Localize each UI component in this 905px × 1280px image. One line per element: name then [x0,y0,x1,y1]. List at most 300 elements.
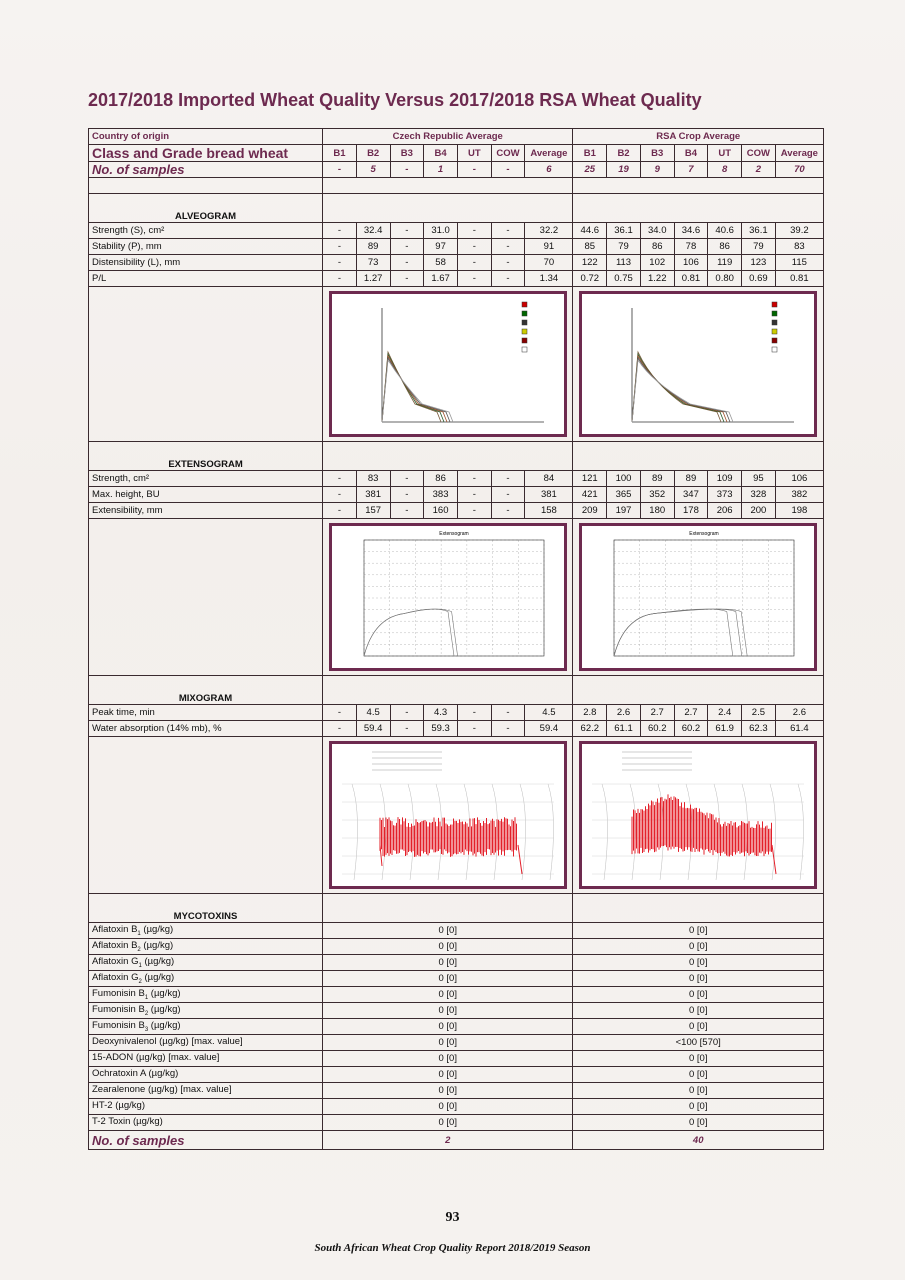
rsa-value-cell: 36.1 [742,223,776,239]
rsa-value-cell: 382 [775,487,823,503]
mycotoxin-name: Aflatoxin G [92,972,139,984]
rsa-value-cell: 209 [573,503,607,519]
mycotoxin-label [89,987,323,1003]
rsa-mycotoxin-value: 0 [0] [573,923,824,939]
mycotoxin-samples-label: No. of samples [89,1131,323,1150]
czech-value-cell: - [491,721,525,737]
mycotoxin-name: Fumonisin B [92,1020,145,1032]
mycotoxin-subscript: 2 [137,946,141,953]
empty-cell [573,894,824,923]
czech-value-cell: - [390,471,424,487]
country-of-origin-label: Country of origin [89,129,323,145]
rsa-samples-cell: 7 [674,162,708,178]
rsa-value-cell: 2.8 [573,705,607,721]
mixogram-grid [798,784,804,880]
czech-value-cell: 1.27 [356,271,390,287]
legend-swatch [522,311,527,316]
rsa-value-cell: 40.6 [708,223,742,239]
rsa-mycotoxin-value: 0 [0] [573,1003,824,1019]
rsa-mixogram-chart [579,741,817,889]
czech-value-cell: 83 [356,471,390,487]
legend-swatch [772,347,777,352]
legend-swatch [522,320,527,325]
rsa-value-cell: 347 [674,487,708,503]
legend-swatch [772,311,777,316]
czech-mycotoxin-value: 0 [0] [323,1115,573,1131]
rsa-value-cell: 100 [607,471,641,487]
page-number: 93 [445,1210,460,1225]
mixogram-grid [602,784,608,880]
rsa-value-cell: 0.69 [742,271,776,287]
rsa-value-cell: 2.7 [674,705,708,721]
czech-value-cell: 158 [525,503,573,519]
rsa-samples-cell: 70 [775,162,823,178]
rsa-extensogram-chart [579,523,817,671]
mycotoxin-name: Deoxynivalenol (µg/kg) [max. value] [92,1036,243,1048]
czech-value-cell: 4.5 [356,705,390,721]
mycotoxin-subscript: 3 [144,1026,149,1033]
czech-value-cell: - [323,271,357,287]
rsa-mycotoxin-value: 0 [0] [573,955,824,971]
column-header: B1 [323,145,357,162]
column-header: B1 [573,145,607,162]
rsa-alveogram-cell [573,287,824,442]
column-header: B3 [390,145,424,162]
czech-value-cell: - [323,487,357,503]
czech-value-cell: 1.34 [525,271,573,287]
empty-cell [573,676,824,705]
rsa-mycotoxin-value: 0 [0] [573,1019,824,1035]
empty-cell [89,519,323,676]
rsa-value-cell: 421 [573,487,607,503]
rsa-value-cell: 200 [742,503,776,519]
czech-value-cell: 59.4 [356,721,390,737]
legend-swatch [522,338,527,343]
czech-value-cell: - [390,503,424,519]
rsa-value-cell: 106 [674,255,708,271]
czech-value-cell: 4.5 [525,705,573,721]
rsa-value-cell: 109 [708,471,742,487]
mixogram-trace [772,845,776,874]
rsa-mycotoxin-value: 0 [0] [573,1067,824,1083]
mycotoxin-subscript: 1 [137,930,141,937]
mycotoxin-unit: (µg/kg) [148,1004,181,1016]
mycotoxin-label [89,1115,323,1131]
row-label: Distensibility (L), mm [89,255,323,271]
rsa-value-cell: 34.6 [674,223,708,239]
mycotoxin-label [89,1051,323,1067]
rsa-value-cell: 61.4 [775,721,823,737]
rsa-mixogram-cell [573,737,824,894]
rsa-value-cell: 60.2 [674,721,708,737]
rsa-value-cell: 62.3 [742,721,776,737]
legend-swatch [522,347,527,352]
czech-value-cell: 97 [424,239,458,255]
empty-cell [323,894,573,923]
rsa-alveogram-chart [579,291,817,437]
rsa-value-cell: 83 [775,239,823,255]
mycotoxin-unit: (µg/kg) [140,940,174,952]
czech-mycotoxin-value: 0 [0] [323,1003,573,1019]
czech-value-cell: 1.67 [424,271,458,287]
czech-alveogram-chart [329,291,567,437]
extensogram-section-label: EXTENSOGRAM [89,442,323,471]
rsa-mycotoxin-value: 0 [0] [573,971,824,987]
czech-samples-cell: - [457,162,491,178]
czech-value-cell: 86 [424,471,458,487]
rsa-value-cell: 60.2 [640,721,674,737]
czech-value-cell: - [390,705,424,721]
mycotoxin-label [89,1067,323,1083]
czech-value-cell: - [457,503,491,519]
empty-cell [323,194,573,223]
czech-samples-cell: 6 [525,162,573,178]
czech-value-cell: 31.0 [424,223,458,239]
alveogram-curve [632,356,727,422]
page-title: 2017/2018 Imported Wheat Quality Versus 2017/2018 RSA Wheat Quality [88,90,702,110]
legend-swatch [772,338,777,343]
rsa-samples-cell: 25 [573,162,607,178]
rsa-value-cell: 61.1 [607,721,641,737]
czech-value-cell: 84 [525,471,573,487]
rsa-value-cell: 85 [573,239,607,255]
row-label: Water absorption (14% mb), % [89,721,323,737]
extensogram-curve [614,609,742,656]
rsa-value-cell: 0.72 [573,271,607,287]
mycotoxin-subscript: 1 [138,962,142,969]
czech-extensogram-cell [323,519,573,676]
mycotoxin-subscript: 2 [138,978,142,985]
samples-label: No. of samples [89,162,323,178]
rsa-value-cell: 44.6 [573,223,607,239]
rsa-value-cell: 206 [708,503,742,519]
czech-value-cell: - [457,239,491,255]
rsa-value-cell: 36.1 [607,223,641,239]
czech-mycotoxin-value: 0 [0] [323,1099,573,1115]
czech-mycotoxin-value: 0 [0] [323,987,573,1003]
rsa-value-cell: 328 [742,487,776,503]
czech-value-cell: - [491,471,525,487]
rsa-value-cell: 113 [607,255,641,271]
czech-samples-cell: - [390,162,424,178]
czech-value-cell: 383 [424,487,458,503]
rsa-samples-cell: 8 [708,162,742,178]
czech-value-cell: - [323,239,357,255]
rsa-value-cell: 79 [607,239,641,255]
czech-value-cell: - [491,705,525,721]
rsa-value-cell: 39.2 [775,223,823,239]
rsa-value-cell: 121 [573,471,607,487]
czech-value-cell: - [491,487,525,503]
extensogram-curve [364,609,454,656]
czech-value-cell: 91 [525,239,573,255]
czech-value-cell: - [491,503,525,519]
czech-samples-cell: 5 [356,162,390,178]
rsa-value-cell: 198 [775,503,823,519]
rsa-value-cell: 61.9 [708,721,742,737]
row-label: Strength (S), cm² [89,223,323,239]
mixogram-trace [632,794,772,856]
czech-value-cell: - [390,487,424,503]
rsa-mycotoxin-value: 0 [0] [573,1099,824,1115]
rsa-value-cell: 89 [640,471,674,487]
mycotoxin-name: Fumonisin B [92,988,145,1000]
czech-value-cell: - [457,487,491,503]
czech-value-cell: - [457,721,491,737]
czech-value-cell: - [491,239,525,255]
czech-value-cell: 32.4 [356,223,390,239]
column-header: COW [742,145,776,162]
legend-swatch [772,329,777,334]
quality-table [88,128,824,1150]
rsa-mycotoxin-value: 0 [0] [573,1051,824,1067]
czech-mycotoxin-value: 0 [0] [323,971,573,987]
class-grade-label: Class and Grade bread wheat [89,145,323,162]
rsa-crop-header: RSA Crop Average [573,129,824,145]
alveogram-curve [382,360,453,422]
czech-samples-cell: - [491,162,525,178]
czech-mycotoxin-value: 0 [0] [323,1019,573,1035]
rsa-value-cell: 2.6 [607,705,641,721]
legend-swatch [522,302,527,307]
czech-value-cell: - [323,721,357,737]
mycotoxin-label [89,1083,323,1099]
rsa-value-cell: 115 [775,255,823,271]
empty-cell [323,178,573,194]
czech-value-cell: 73 [356,255,390,271]
rsa-value-cell: 373 [708,487,742,503]
mycotoxin-name: Zearalenone (µg/kg) [max. value] [92,1084,232,1096]
mycotoxin-name: Ochratoxin A (µg/kg) [92,1068,179,1080]
mixogram-trace [380,817,517,857]
rsa-mycotoxin-value: 0 [0] [573,987,824,1003]
czech-value-cell: - [390,223,424,239]
empty-cell [89,737,323,894]
empty-cell [89,287,323,442]
czech-value-cell: 59.3 [424,721,458,737]
czech-mycotoxin-value: 0 [0] [323,1067,573,1083]
rsa-mycotoxin-value: <100 [570] [573,1035,824,1051]
czech-value-cell: - [390,255,424,271]
row-label: Strength, cm² [89,471,323,487]
rsa-value-cell: 86 [640,239,674,255]
czech-value-cell: 157 [356,503,390,519]
czech-republic-header: Czech Republic Average [323,129,573,145]
czech-value-cell: - [457,471,491,487]
czech-value-cell: - [457,223,491,239]
extensogram-curve [364,609,458,656]
czech-value-cell: - [457,705,491,721]
czech-value-cell: - [323,705,357,721]
mycotoxin-subscript: 2 [144,1010,149,1017]
czech-value-cell: - [457,255,491,271]
row-label: Extensibility, mm [89,503,323,519]
mycotoxin-label [89,1003,323,1019]
chart-title: Extensogram [439,531,469,537]
rsa-value-cell: 365 [607,487,641,503]
czech-value-cell: 58 [424,255,458,271]
legend-swatch [772,302,777,307]
rsa-mycotoxin-value: 0 [0] [573,1115,824,1131]
row-label: P/L [89,271,323,287]
mycotoxin-name: T-2 Toxin (µg/kg) [92,1116,163,1128]
alveogram-curve [632,352,721,422]
rsa-value-cell: 102 [640,255,674,271]
column-header: B3 [640,145,674,162]
mycotoxin-unit: (µg/kg) [141,956,175,968]
report-title: South African Wheat Crop Quality Report 2018/2019 Season [314,1242,591,1254]
row-label: Peak time, min [89,705,323,721]
rsa-value-cell: 180 [640,503,674,519]
rsa-value-cell: 0.81 [775,271,823,287]
rsa-value-cell: 0.80 [708,271,742,287]
rsa-value-cell: 2.5 [742,705,776,721]
mixogram-grid [352,784,358,880]
rsa-mycotoxin-value: 0 [0] [573,1083,824,1099]
mixogram-section-label: MIXOGRAM [89,676,323,705]
czech-value-cell: - [390,721,424,737]
rsa-extensogram-cell [573,519,824,676]
mycotoxin-name: Aflatoxin G [92,956,139,968]
czech-mycotoxin-value: 0 [0] [323,1035,573,1051]
rsa-value-cell: 34.0 [640,223,674,239]
alveogram-curve [632,354,724,422]
czech-mycotoxin-value: 0 [0] [323,923,573,939]
mycotoxin-label [89,1035,323,1051]
rsa-value-cell: 86 [708,239,742,255]
czech-value-cell: 4.3 [424,705,458,721]
czech-value-cell: 381 [356,487,390,503]
czech-mycotoxin-value: 0 [0] [323,939,573,955]
czech-samples-cell: 1 [424,162,458,178]
mycotoxin-label [89,971,323,987]
empty-cell [323,442,573,471]
rsa-value-cell: 352 [640,487,674,503]
czech-value-cell: - [491,271,525,287]
rsa-value-cell: 178 [674,503,708,519]
rsa-mycotoxin-samples: 40 [573,1131,824,1150]
mycotoxin-name: Aflatoxin B [92,924,138,936]
rsa-value-cell: 89 [674,471,708,487]
column-header: COW [491,145,525,162]
czech-value-cell: 160 [424,503,458,519]
rsa-samples-cell: 2 [742,162,776,178]
mycotoxin-name: HT-2 (µg/kg) [92,1100,145,1112]
czech-value-cell: - [323,503,357,519]
czech-mixogram-cell [323,737,573,894]
rsa-value-cell: 119 [708,255,742,271]
czech-mycotoxin-value: 0 [0] [323,1051,573,1067]
column-header: UT [708,145,742,162]
mycotoxin-unit: (µg/kg) [148,988,181,1000]
empty-cell [573,442,824,471]
mycotoxin-subscript: 1 [144,994,149,1001]
czech-value-cell: - [323,223,357,239]
empty-cell [573,178,824,194]
czech-alveogram-cell [323,287,573,442]
row-label: Max. height, BU [89,487,323,503]
legend-swatch [522,329,527,334]
mycotoxins-section-label: MYCOTOXINS [89,894,323,923]
mycotoxin-label [89,955,323,971]
rsa-samples-cell: 9 [640,162,674,178]
czech-value-cell: 89 [356,239,390,255]
rsa-value-cell: 62.2 [573,721,607,737]
mycotoxin-label [89,939,323,955]
column-header: B4 [424,145,458,162]
rsa-value-cell: 78 [674,239,708,255]
czech-value-cell: - [491,223,525,239]
czech-mycotoxin-value: 0 [0] [323,955,573,971]
empty-cell [573,194,824,223]
column-header: B2 [607,145,641,162]
mixogram-grid [548,784,554,880]
column-header: B2 [356,145,390,162]
rsa-value-cell: 2.4 [708,705,742,721]
rsa-value-cell: 106 [775,471,823,487]
mycotoxin-label [89,923,323,939]
mycotoxin-unit: (µg/kg) [140,924,174,936]
czech-value-cell: - [323,255,357,271]
mycotoxin-label [89,1019,323,1035]
czech-value-cell: - [457,271,491,287]
rsa-value-cell: 0.75 [607,271,641,287]
rsa-value-cell: 197 [607,503,641,519]
mycotoxin-unit: (µg/kg) [148,1020,181,1032]
column-header: Average [525,145,573,162]
mycotoxin-label [89,1099,323,1115]
czech-value-cell: 70 [525,255,573,271]
czech-mycotoxin-value: 0 [0] [323,1083,573,1099]
empty-cell [89,178,323,194]
row-label: Stability (P), mm [89,239,323,255]
czech-value-cell: - [390,239,424,255]
rsa-value-cell: 2.7 [640,705,674,721]
czech-value-cell: - [390,271,424,287]
rsa-value-cell: 122 [573,255,607,271]
column-header: UT [457,145,491,162]
czech-mixogram-chart [329,741,567,889]
czech-value-cell: - [323,471,357,487]
rsa-value-cell: 1.22 [640,271,674,287]
empty-cell [323,676,573,705]
rsa-mycotoxin-value: 0 [0] [573,939,824,955]
czech-value-cell: 381 [525,487,573,503]
czech-value-cell: 59.4 [525,721,573,737]
mycotoxin-name: 15-ADON (µg/kg) [max. value] [92,1052,220,1064]
czech-samples-cell: - [323,162,357,178]
czech-value-cell: - [491,255,525,271]
mycotoxin-name: Fumonisin B [92,1004,145,1016]
extensogram-curve [614,609,733,656]
alveogram-section-label: ALVEOGRAM [89,194,323,223]
mixogram-trace [518,845,522,874]
legend-swatch [772,320,777,325]
column-header: B4 [674,145,708,162]
czech-value-cell: 32.2 [525,223,573,239]
czech-mycotoxin-samples: 2 [323,1131,573,1150]
rsa-value-cell: 0.81 [674,271,708,287]
column-header: Average [775,145,823,162]
rsa-value-cell: 95 [742,471,776,487]
mycotoxin-unit: (µg/kg) [141,972,175,984]
mycotoxin-name: Aflatoxin B [92,940,138,952]
rsa-value-cell: 2.6 [775,705,823,721]
rsa-value-cell: 123 [742,255,776,271]
chart-title: Extensogram [689,531,719,537]
czech-extensogram-chart [329,523,567,671]
rsa-value-cell: 79 [742,239,776,255]
